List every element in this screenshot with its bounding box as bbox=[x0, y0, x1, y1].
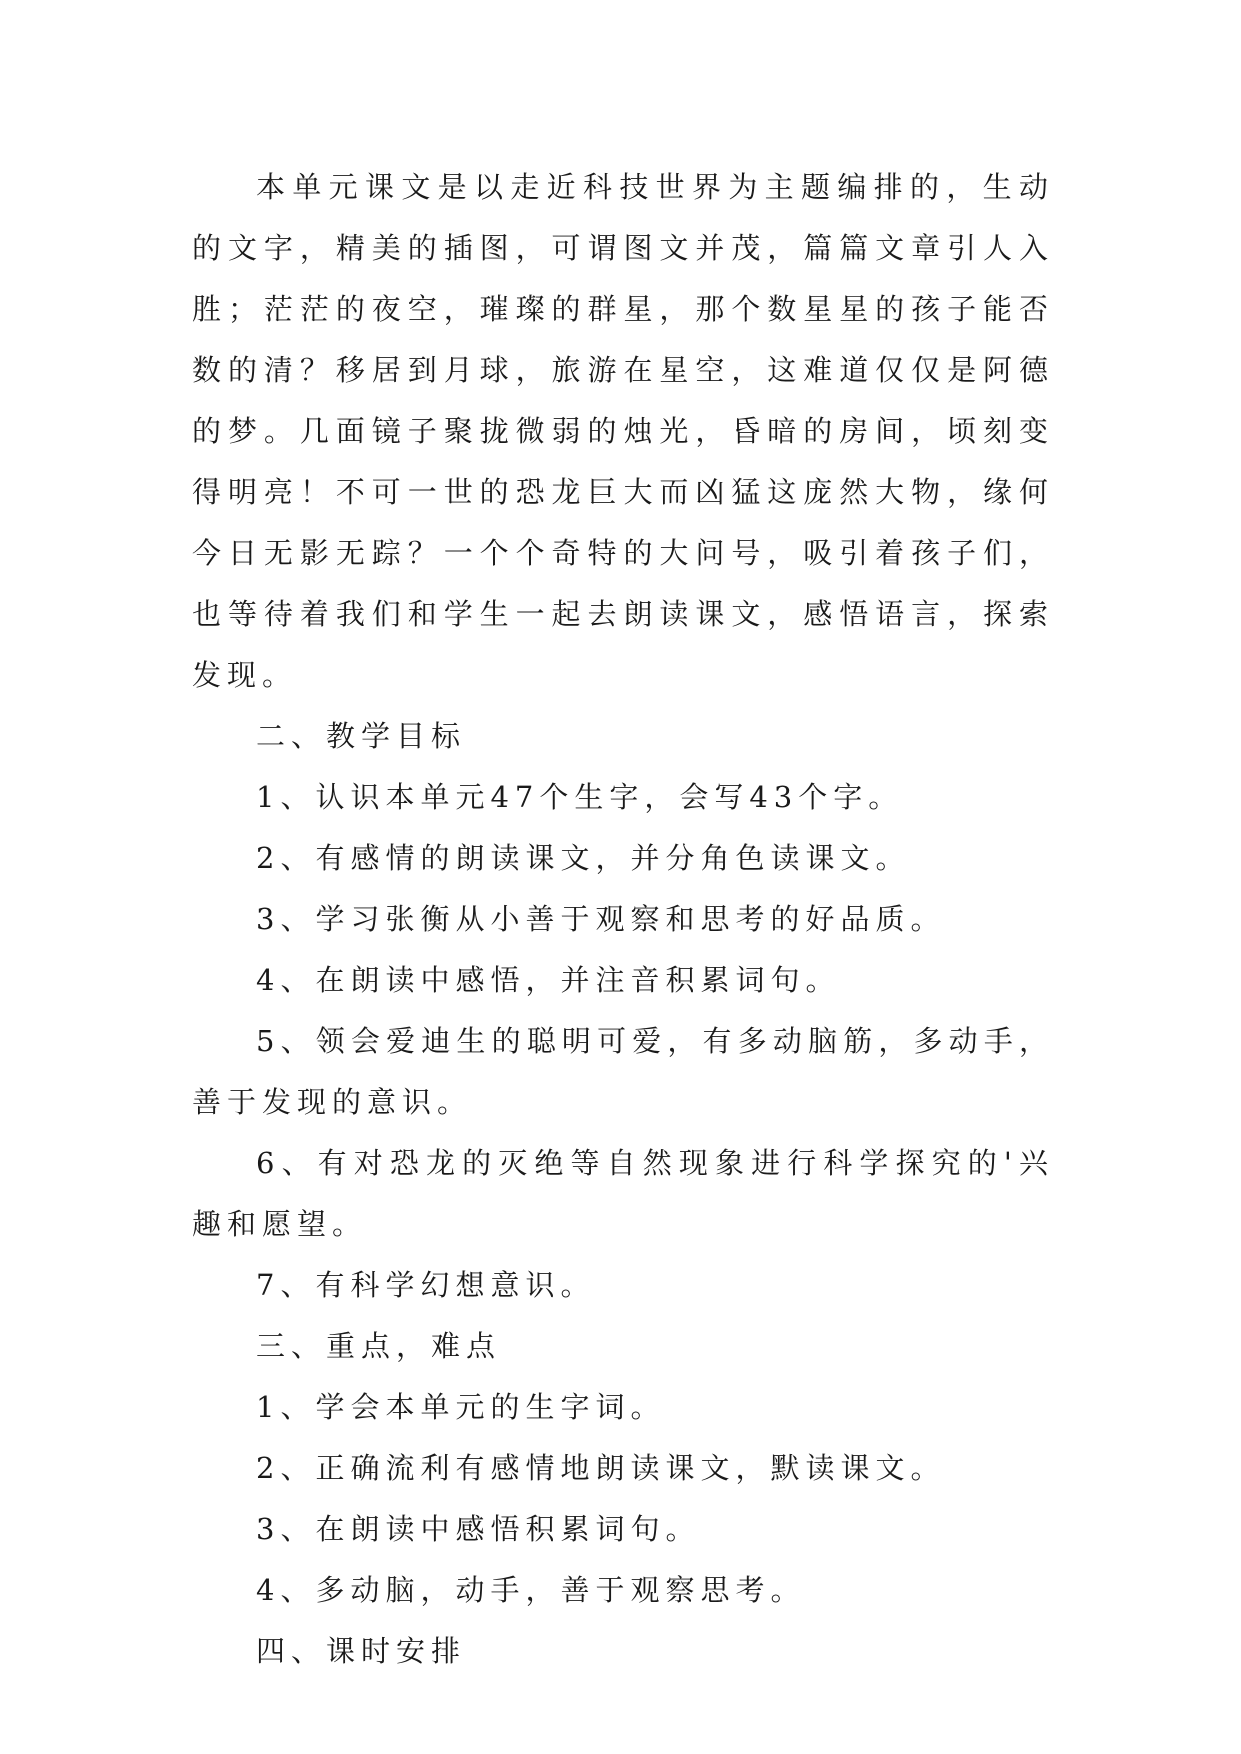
key-point-item-4: 4、多动脑，动手，善于观察思考。 bbox=[256, 1573, 806, 1607]
section-heading-key-points: 三、重点，难点 bbox=[256, 1329, 502, 1363]
section-heading-schedule: 四、课时安排 bbox=[256, 1634, 467, 1668]
goal-item-4: 4、在朗读中感悟，并注音积累词句。 bbox=[256, 963, 841, 997]
goal-item-2: 2、有感情的朗读课文，并分角色读课文。 bbox=[256, 841, 911, 875]
intro-paragraph: 本单元课文是以走近科技世界为主题编排的，生动的文字，精美的插图，可谓图文并茂，篇篇文章引人入胜；茫茫的夜空，璀璨的群星，那个数星星的孩子能否数的清？移居到月球，旅游在星空，这难道仅仅是阿德的梦。几面镜子聚拢微弱的烛光，昏暗的房间，顷刻变得明亮！不可一世的恐龙巨大而凶猛这庞然大物，缘何今日无影无踪？一个个奇特的大问号，吸引着孩子们，也等待着我们和学生一起去朗读课文，感悟语言，探索发现。 bbox=[192, 170, 1054, 692]
key-point-item-3: 3、在朗读中感悟积累词句。 bbox=[256, 1512, 701, 1546]
section-heading-teaching-goals: 二、教学目标 bbox=[256, 719, 467, 753]
goal-item-3: 3、学习张衡从小善于观察和思考的好品质。 bbox=[256, 902, 946, 936]
goal-item-1: 1、认识本单元47个生字，会写43个字。 bbox=[256, 780, 904, 814]
goal-item-7: 7、有科学幻想意识。 bbox=[256, 1268, 596, 1302]
goal-item-6: 6、有对恐龙的灭绝等自然现象进行科学探究的'兴趣和愿望。 bbox=[192, 1146, 1054, 1241]
key-point-item-2: 2、正确流利有感情地朗读课文，默读课文。 bbox=[256, 1451, 946, 1485]
key-point-item-1: 1、学会本单元的生字词。 bbox=[256, 1390, 666, 1424]
document-body bbox=[192, 157, 1054, 1682]
goal-item-5: 5、领会爱迪生的聪明可爱，有多动脑筋，多动手，善于发现的意识。 bbox=[192, 1024, 1054, 1119]
